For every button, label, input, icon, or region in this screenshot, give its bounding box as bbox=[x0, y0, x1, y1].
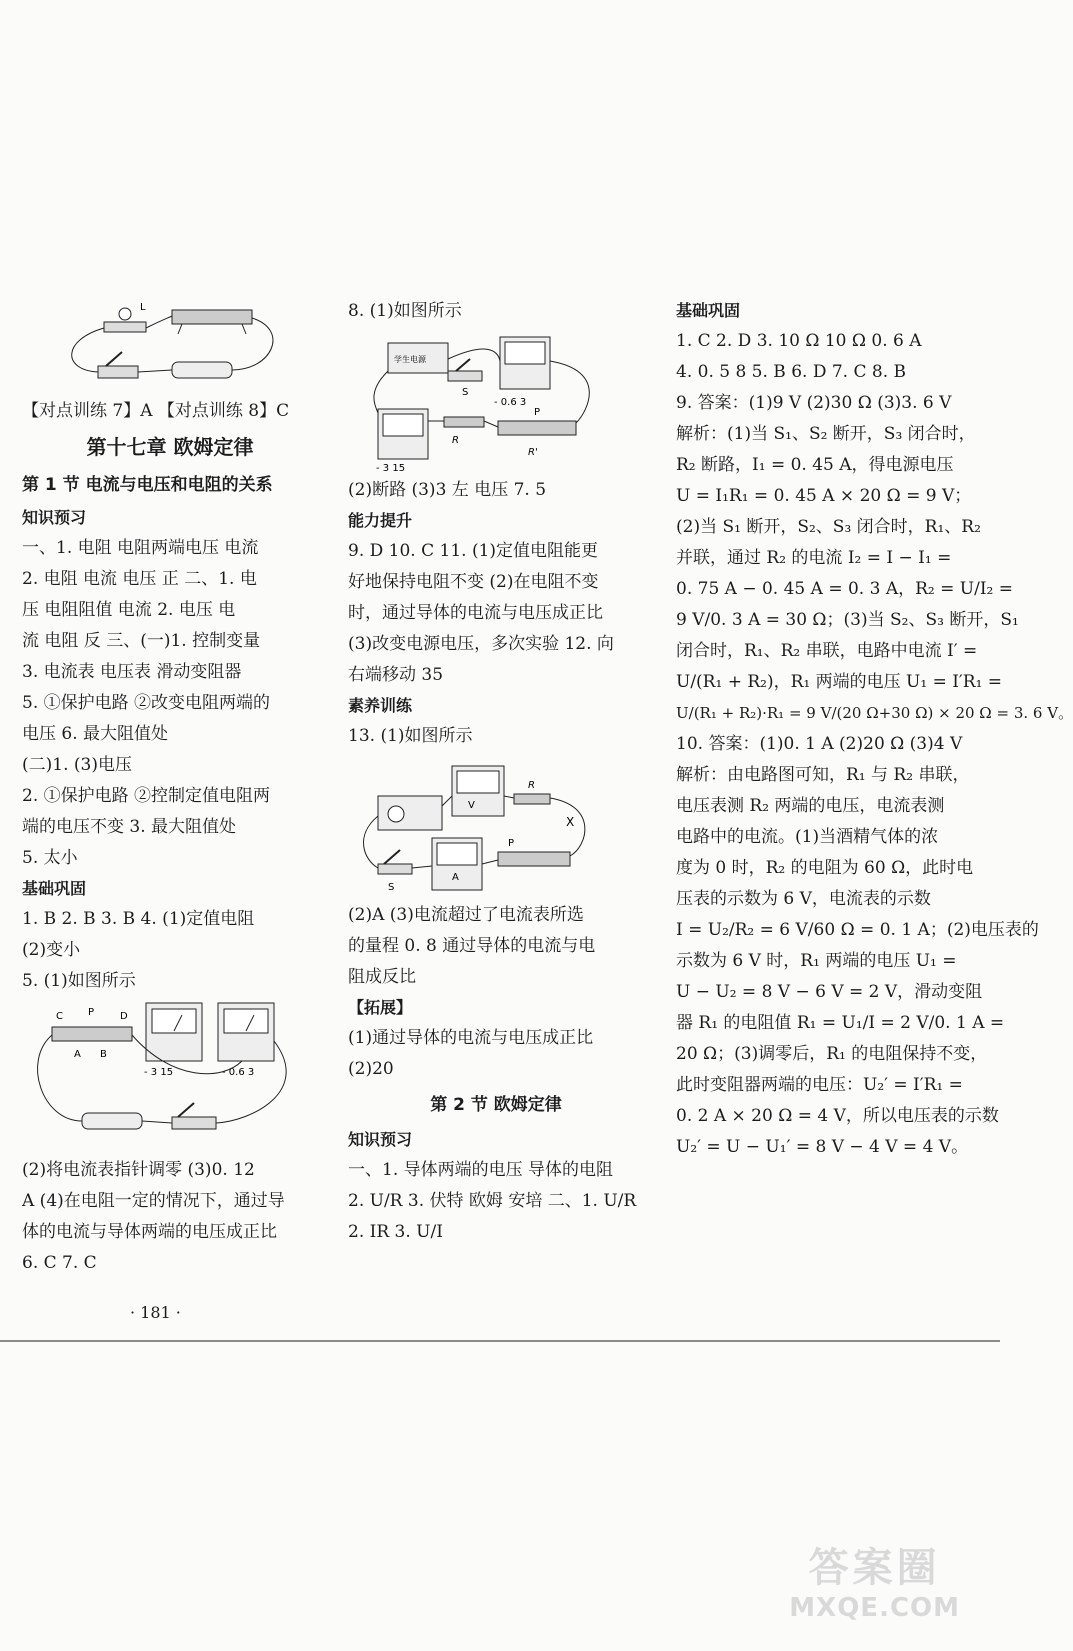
label-c: C bbox=[56, 1011, 63, 1022]
answer-line: 电压表测 R₂ 两端的电压，电流表测 bbox=[676, 796, 945, 816]
voltmeter-label: V bbox=[468, 800, 475, 811]
knowledge-preview-heading: 知识预习 bbox=[22, 508, 87, 527]
answer-line: 3. 电流表 电压表 滑动变阻器 bbox=[22, 662, 242, 682]
resistor-label: R bbox=[528, 780, 535, 791]
answer-line: 2. U/R 3. 伏特 欧姆 安培 二、1. U/R bbox=[348, 1191, 637, 1211]
answer-line: 器 R₁ 的电阻值 R₁ = U₁/I = 2 V/0. 1 A = bbox=[676, 1013, 1005, 1033]
slider-label: P bbox=[508, 838, 515, 849]
resistor-label: R bbox=[452, 435, 459, 446]
answer-line: 闭合时，R₁、R₂ 串联，电路中电流 I′ = bbox=[676, 641, 978, 661]
answer-line: U − U₂ = 8 V − 6 V = 2 V，滑动变阻 bbox=[676, 982, 983, 1002]
watermark-text: 答案圈 bbox=[808, 1545, 941, 1591]
svg-text:L: L bbox=[140, 302, 146, 313]
power-supply-label: 学生电源 bbox=[394, 355, 426, 364]
answer-line: 示数为 6 V 时，R₁ 两端的电压 U₁ = bbox=[676, 951, 957, 971]
answer-line: U = I₁R₁ = 0. 45 A × 20 Ω = 9 V； bbox=[676, 486, 972, 506]
circuit-figure-4 bbox=[348, 756, 644, 896]
answer-line: 1. B 2. B 3. B 4. (1)定值电阻 bbox=[22, 909, 255, 929]
answer-line: (2)A (3)电流超过了电流表所选 bbox=[348, 905, 584, 925]
answer-line: 9 V/0. 3 A = 30 Ω；(3)当 S₂、S₃ 断开，S₁ bbox=[676, 610, 1019, 630]
basic-consolidation-heading: 基础巩固 bbox=[22, 879, 87, 898]
watermark-url: MXQE.COM bbox=[789, 1593, 960, 1623]
answer-line: R₂ 断路，I₁ = 0. 45 A，得电源电压 bbox=[676, 455, 954, 475]
label-d: D bbox=[120, 1011, 128, 1022]
answer-line: (2)20 bbox=[348, 1059, 394, 1079]
answer-line: U₂′ = U − U₁′ = 8 V − 4 V = 4 V。 bbox=[676, 1137, 969, 1157]
wrong-wire-mark: X bbox=[566, 815, 575, 829]
circuit-figure-3 bbox=[348, 331, 644, 474]
answer-line: 2. 电阻 电流 电压 正 二、1. 电 bbox=[22, 569, 257, 589]
basic-consolidation-heading: 基础巩固 bbox=[676, 301, 741, 320]
section-title: 第 1 节 电流与电压和电阻的关系 bbox=[22, 475, 273, 495]
answer-line: 右端移动 35 bbox=[348, 665, 444, 685]
watermark-logo bbox=[789, 1536, 960, 1623]
answer-line: (3)改变电源电压，多次实验 12. 向 bbox=[348, 634, 614, 654]
section-title: 第 2 节 欧姆定律 bbox=[430, 1095, 562, 1115]
answer-line: (二)1. (3)电压 bbox=[22, 755, 132, 775]
column-right bbox=[676, 296, 1073, 1163]
answer-line: 5. (1)如图所示 bbox=[22, 971, 136, 991]
answer-line: 0. 75 A − 0. 45 A = 0. 3 A，R₂ = U/I₂ = bbox=[676, 579, 1013, 599]
answer-line: 解析：由电路图可知，R₁ 与 R₂ 串联， bbox=[676, 765, 970, 785]
ammeter-label: A bbox=[452, 872, 459, 883]
answer-line: U/(R₁ + R₂)·R₁ = 9 V/(20 Ω+30 Ω) × 20 Ω = 3. 6 V。 bbox=[676, 704, 1073, 722]
ability-improvement-heading: 能力提升 bbox=[348, 511, 413, 530]
answer-line: 解析：(1)当 S₁、S₂ 断开，S₃ 闭合时， bbox=[676, 424, 976, 444]
extension-heading: 【拓展】 bbox=[348, 998, 413, 1017]
label-b: B bbox=[100, 1049, 107, 1060]
ammeter-scale-label: - 0.6 3 bbox=[222, 1067, 255, 1078]
label-a: A bbox=[74, 1049, 81, 1060]
voltmeter-scale-label: - 3 15 bbox=[376, 463, 406, 474]
answer-line: 0. 2 A × 20 Ω = 4 V，所以电压表的示数 bbox=[676, 1106, 999, 1126]
answer-line: 9. 答案：(1)9 V (2)30 Ω (3)3. 6 V bbox=[676, 393, 952, 413]
answer-line: 电压 6. 最大阻值处 bbox=[22, 724, 169, 744]
answer-line: 20 Ω；(3)调零后，R₁ 的电阻保持不变， bbox=[676, 1044, 988, 1064]
switch-label: S bbox=[462, 387, 469, 398]
answer-line: 度为 0 时，R₂ 的电阻为 60 Ω，此时电 bbox=[676, 858, 974, 878]
answer-line: 阻成反比 bbox=[348, 967, 416, 987]
ammeter-scale-label: - 0.6 3 bbox=[494, 397, 527, 408]
rheostat-label: R' bbox=[528, 447, 538, 458]
answer-line: I = U₂/R₂ = 6 V/60 Ω = 0. 1 A；(2)电压表的 bbox=[676, 920, 1039, 940]
answer-line: 8. (1)如图所示 bbox=[348, 301, 462, 321]
answer-line: 好地保持电阻不变 (2)在电阻不变 bbox=[348, 572, 599, 592]
answer-line: (2)变小 bbox=[22, 940, 81, 960]
answer-line: 2. ①保护电路 ②控制定值电阻两 bbox=[22, 786, 271, 806]
answer-line: 此时变阻器两端的电压：U₂′ = I′R₁ = bbox=[676, 1075, 963, 1095]
answer-line: 压 电阻阻值 电流 2. 电压 电 bbox=[22, 600, 236, 620]
answer-line: 时，通过导体的电流与电压成正比 bbox=[348, 603, 603, 623]
answer-line: (1)通过导体的电流与电压成正比 bbox=[348, 1028, 594, 1048]
switch-label: S bbox=[388, 882, 395, 893]
practice-answers-line: 【对点训练 7】A 【对点训练 8】C bbox=[22, 401, 290, 421]
answer-line: 端的电压不变 3. 最大阻值处 bbox=[22, 817, 237, 837]
answer-line: 一、1. 电阻 电阻两端电压 电流 bbox=[22, 538, 259, 558]
page-number: · 181 · bbox=[130, 1303, 181, 1322]
answer-line: A (4)在电阻一定的情况下，通过导 bbox=[22, 1191, 285, 1211]
chapter-title: 第十七章 欧姆定律 bbox=[86, 435, 254, 459]
answer-line: 5. 太小 bbox=[22, 848, 78, 868]
answer-line: 6. C 7. C bbox=[22, 1253, 97, 1273]
answer-line: 压表的示数为 6 V，电流表的示数 bbox=[676, 889, 931, 909]
footer-rule bbox=[0, 1340, 1000, 1342]
answer-line: 1. C 2. D 3. 10 Ω 10 Ω 0. 6 A bbox=[676, 331, 922, 351]
answer-line: 5. ①保护电路 ②改变电阻两端的 bbox=[22, 693, 271, 713]
answer-line: (2)当 S₁ 断开，S₂、S₃ 闭合时，R₁、R₂ bbox=[676, 517, 981, 537]
column-middle bbox=[348, 296, 644, 1248]
answer-line: U/(R₁ + R₂)，R₁ 两端的电压 U₁ = I′R₁ = bbox=[676, 672, 1003, 692]
answer-line: 的量程 0. 8 通过导体的电流与电 bbox=[348, 936, 596, 956]
answer-line: (2)将电流表指针调零 (3)0. 12 bbox=[22, 1160, 255, 1180]
knowledge-preview-heading: 知识预习 bbox=[348, 1130, 413, 1149]
slider-label: P bbox=[534, 407, 541, 418]
answer-line: 并联，通过 R₂ 的电流 I₂ = I − I₁ = bbox=[676, 548, 952, 568]
answer-line: 9. D 10. C 11. (1)定值电阻能更 bbox=[348, 541, 599, 561]
answer-line: 电路中的电流。(1)当酒精气体的浓 bbox=[676, 827, 939, 847]
label-p: P bbox=[88, 1007, 95, 1018]
answer-line: 体的电流与导体两端的电压成正比 bbox=[22, 1222, 277, 1242]
column-left bbox=[22, 296, 318, 1279]
quality-training-heading: 素养训练 bbox=[348, 696, 413, 715]
voltmeter-scale-label: - 3 15 bbox=[144, 1067, 174, 1078]
answer-line: 流 电阻 反 三、(一)1. 控制变量 bbox=[22, 631, 261, 651]
answer-line: 2. IR 3. U/I bbox=[348, 1222, 443, 1242]
answer-line: 一、1. 导体两端的电压 导体的电阻 bbox=[348, 1160, 614, 1180]
answer-line: (2)断路 (3)3 左 电压 7. 5 bbox=[348, 480, 547, 500]
circuit-figure-2 bbox=[22, 1001, 318, 1151]
answer-line: 4. 0. 5 8 5. B 6. D 7. C 8. B bbox=[676, 362, 907, 382]
answer-line: 13. (1)如图所示 bbox=[348, 726, 473, 746]
answer-line: 10. 答案：(1)0. 1 A (2)20 Ω (3)4 V bbox=[676, 734, 963, 754]
circuit-figure-1 bbox=[22, 300, 318, 392]
